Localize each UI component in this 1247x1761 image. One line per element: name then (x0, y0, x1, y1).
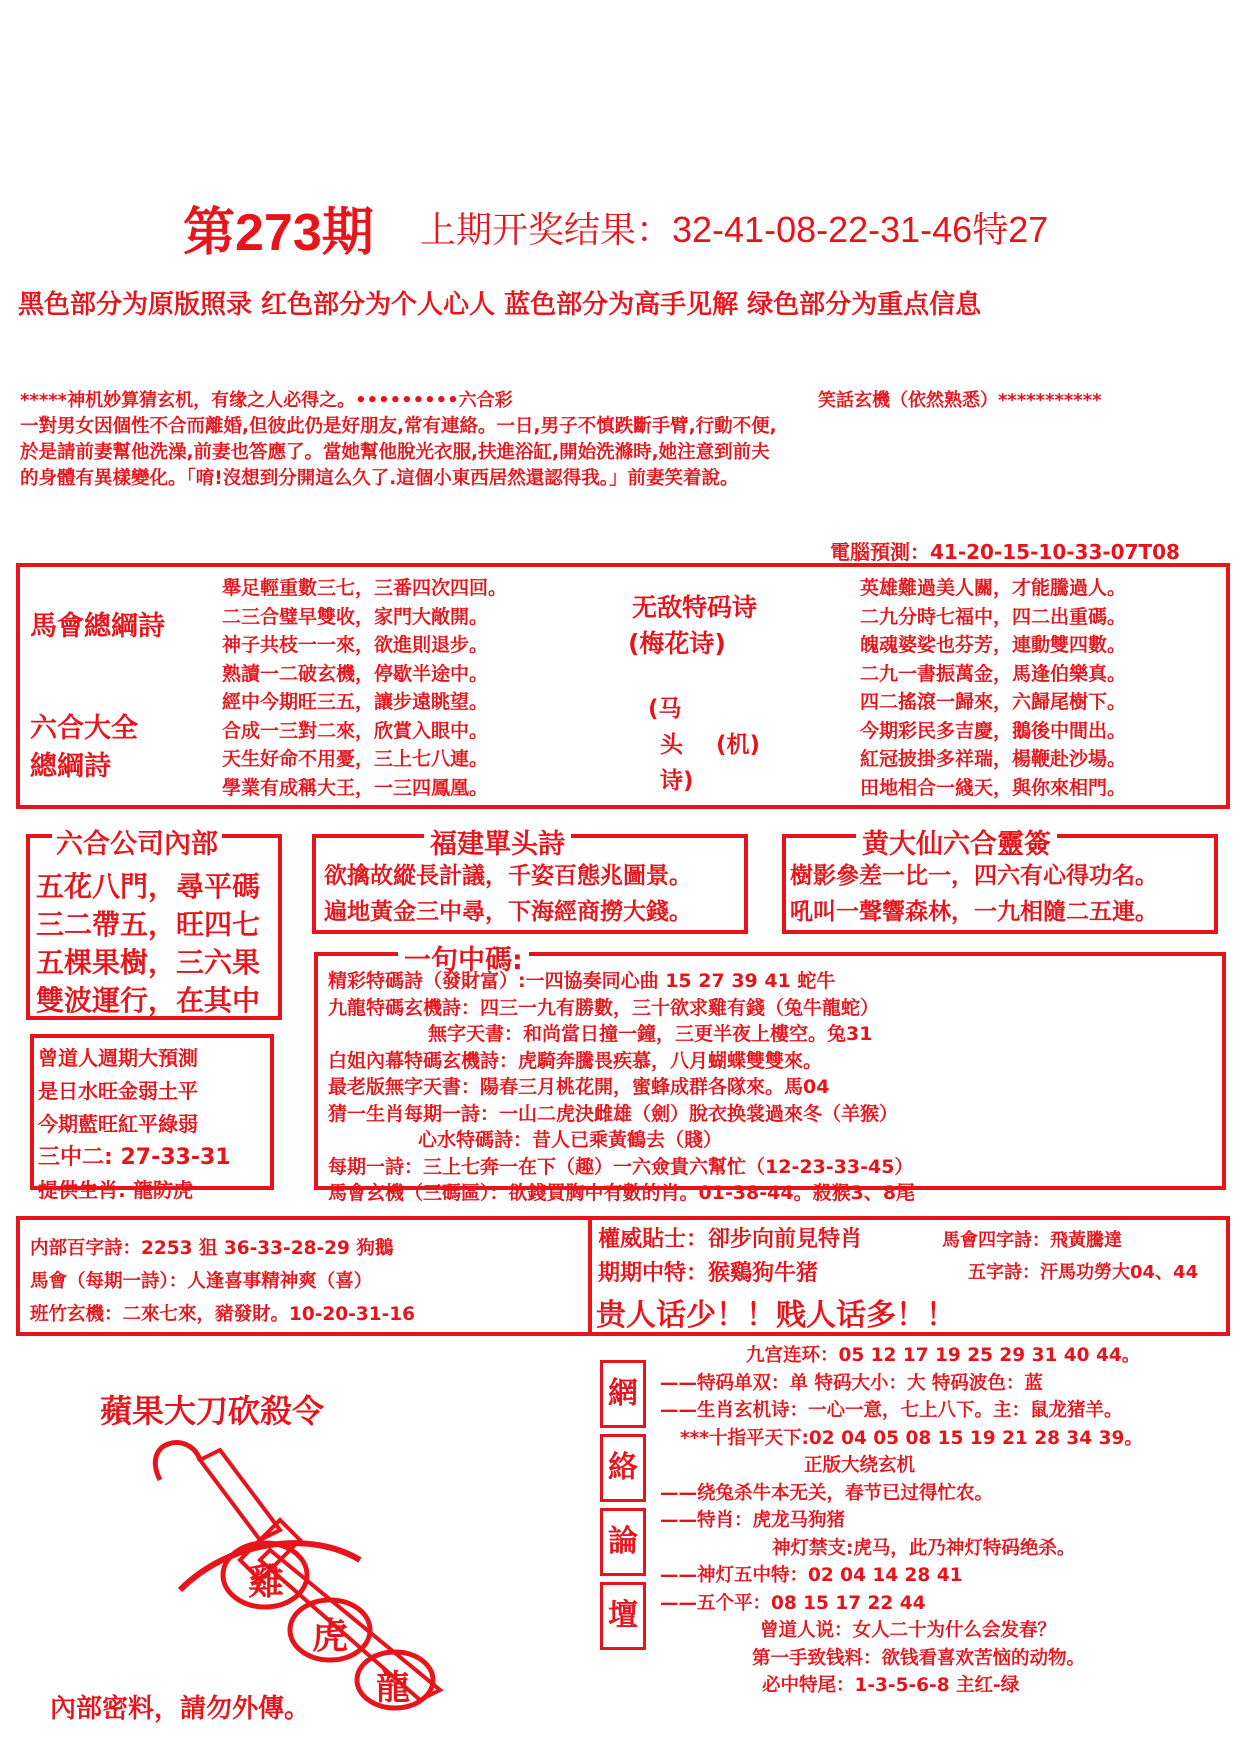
sword-blade (260, 1550, 440, 1700)
poem-line: 舉足輕重數三七，三番四次四回。 (222, 577, 508, 599)
intro-line-2: 一對男女因個性不合而離婚,但彼此仍是好朋友,常有連絡。一日,男子不慎跌斷手臂,行動不便, (20, 416, 777, 437)
yiju-line: 馬會玄機（三碼區）：欲錢買胸中有數的肖。01-38-44。殺猴3、8尾 (328, 1182, 916, 1204)
huang-line: 吼叫一聲響森林，一九相隨二五連。 (790, 899, 1158, 925)
fujian-line: 欲擒故縱長計議，千姿百態兆圖景。 (324, 863, 692, 889)
center-title-3b: 头 (660, 732, 683, 758)
general-poem (222, 574, 507, 802)
yiju-line: 精彩特碼詩（發財富）:一四協奏同心曲 15 27 39 41 蛇牛 (328, 970, 836, 992)
yiju-line: 無字天書：和尚當日撞一鐘，三更半夜上樓空。兔31 (428, 1023, 873, 1045)
inner-line: 班竹玄機：二來七來，豬發財。10-20-31-16 (30, 1304, 416, 1325)
inner-lines (30, 1232, 415, 1331)
computer-prediction: 電腦預測：41-20-15-10-33-07T08 (830, 540, 1180, 564)
company-line: 五棵果樹，三六果 (36, 946, 261, 979)
forum-line: 必中特尾：1-3-5-6-8 主红-绿 (762, 1675, 1020, 1696)
inner-line: 内部百字詩：2253 狙 36-33-28-29 狗鵝 (30, 1238, 394, 1259)
company-line: 雙波運行，在其中 (36, 984, 261, 1017)
forum-line: ——生肖玄机诗：一心一意，七上八下。主：鼠龙猪羊。 (660, 1400, 1123, 1421)
yiju-lines (328, 968, 915, 1207)
poem-line: 神子共枝一一來，欲進則退步。 (222, 634, 489, 656)
sword-hook (155, 1443, 200, 1480)
forum-line: ——绕兔杀牛本无关，春节已过得忙农。 (660, 1482, 994, 1504)
company-lines (36, 868, 260, 1020)
forum-line: ——特肖：虎龙马狗猪 (660, 1510, 846, 1531)
forum-lines (660, 1342, 1143, 1700)
zengdao-content (38, 1042, 231, 1207)
forum-line: ——特码单双：单 特码大小：大 特码波色：蓝 (660, 1372, 1043, 1394)
sword-char-1: 雞 (248, 1562, 285, 1603)
poem-line: 合成一三對二來，欣賞入眼中。 (222, 719, 489, 742)
zengdao-line: 提供生肖: 龍防虎 (38, 1178, 193, 1202)
poem-line: 學業有成稱大王，一三四鳳凰。 (222, 776, 489, 799)
poem-line: 四二搖滾一歸來，六歸尾樹下。 (860, 691, 1127, 713)
poem-line: 二九一書振萬金，馬逢伯樂真。 (860, 662, 1127, 685)
company-line: 三二帶五，旺四七 (36, 908, 261, 941)
yiju-line: 每期一詩：三上七奔一在下（趣）一六僉貴六幫忙（12-23-33-45） (328, 1155, 914, 1178)
yiju-title: 一句中碼: (398, 938, 529, 977)
intro-line-3: 於是請前妻幫他洗澡,前妻也答應了。當她幫他脫光衣服,扶進浴缸,開始洗滌時,她注意到前夫 (20, 442, 770, 463)
forum-char: 壇 (600, 1582, 646, 1650)
general-title-1: 馬會總綱詩 (30, 611, 165, 642)
forum-char: 網 (600, 1360, 646, 1428)
poem-line: 經中今期旺三五，讓步遠眺望。 (222, 691, 489, 713)
intro-line-4: 的身體有異樣變化。「唷!沒想到分開這么久了.這個小東西居然還認得我。」前妻笑着說。 (20, 468, 739, 489)
poem-line: 紅冠披掛多祥瑞，楊鞭赴沙場。 (860, 748, 1127, 770)
yiju-line: 猜一生肖每期一詩：一山二虎決雌雄（劍）脫衣换裳過來冬（羊猴） (328, 1102, 899, 1125)
poem-line: 今期彩民多吉慶，鵝後中間出。 (860, 719, 1127, 742)
yiju-line: 最老版無字天書：陽春三月桃花開，蜜蜂成群各隊來。馬04 (328, 1076, 830, 1098)
forum-line: 九宫连环：05 12 17 19 25 29 31 40 44。 (746, 1345, 1141, 1366)
forum-line: 第一手致钱料：欲钱看喜欢苦恼的动物。 (752, 1647, 1086, 1669)
forum-line: 神灯禁支:虎马，此乃神灯特码绝杀。 (772, 1537, 1076, 1559)
forum-char: 論 (600, 1508, 646, 1576)
zengdao-line: 三中二: 27-33-31 (38, 1145, 231, 1170)
fujian-lines (324, 858, 692, 930)
last-draw-result: 上期开奖结果：32-41-08-22-31-46特27 (420, 209, 1049, 250)
poem-line: 田地相合一綫天，與你來相門。 (860, 776, 1127, 799)
center-title-1: 无敌特码诗 (632, 593, 758, 622)
poem-line: 魄魂婆娑也芬芳，連動雙四數。 (860, 634, 1127, 656)
company-line: 五花八門，尋平碼 (36, 870, 261, 903)
forum-line: ——神灯五中特：02 04 14 28 41 (660, 1565, 963, 1586)
zengdao-line: 是日水旺金弱土平 (38, 1079, 198, 1103)
intro-line-1-left: *****神机妙算猜玄机，有缘之人必得之。•••••••••六合彩 (20, 390, 513, 411)
forum-char: 絡 (600, 1434, 646, 1502)
intro-line-1-right: 笑話玄機（依然熟悉）*********** (818, 390, 1102, 411)
center-title-3a: (马 (648, 696, 682, 722)
authority-four-char: 馬會四字詩：飛黃騰達 (942, 1230, 1122, 1251)
zengdao-title: 曾道人週期大預測 (38, 1046, 198, 1070)
authority-slogan: 贵人话少！！贱人话多！！ (596, 1298, 956, 1333)
fujian-line: 遍地黃金三中尋，下海經商撈大錢。 (324, 899, 692, 925)
poem-line: 二九分時七福中，四二出重碼。 (860, 605, 1127, 628)
company-title: 六合公司內部 (52, 822, 222, 861)
inner-divider (588, 1216, 592, 1336)
apple-footer: 內部密料，請勿外傳。 (50, 1694, 311, 1724)
huang-lines (790, 858, 1158, 930)
issue-number: 第273期 (183, 204, 374, 262)
forum-line: ***十指平天下:02 04 05 08 15 19 21 28 34 39。 (680, 1427, 1143, 1449)
right-poem (860, 574, 1126, 802)
sword-char-2: 虎 (312, 1616, 349, 1657)
inner-line: 馬會（每期一詩）：人逢喜事精神爽（喜） (30, 1271, 373, 1292)
center-title-2: (梅花诗) (628, 629, 726, 658)
poem-line: 英雄難過美人關，才能騰過人。 (860, 577, 1127, 599)
authority-tip: 權威貼士：卻步向前見特肖 (598, 1227, 863, 1252)
sword-char-3: 龍 (376, 1668, 410, 1708)
color-legend: 黑色部分为原版照录 红色部分为个人心人 蓝色部分为高手见解 绿色部分为重点信息 (18, 290, 982, 320)
fujian-title: 福建單头詩 (424, 822, 571, 861)
poem-line: 熟讀一二破玄機，停歇半途中。 (222, 662, 489, 685)
center-title-3d: 诗) (660, 768, 694, 794)
yiju-line: 白姐內幕特碼玄機詩：虎騎奔騰畏疾慕，八月蝴蝶雙雙來。 (328, 1049, 823, 1072)
center-title-3c: (机) (716, 732, 761, 758)
sword-handle (200, 1450, 280, 1540)
yiju-line: 九龍特碼玄機詩：四三一九有勝數，三十欲求雞有錢（兔牛龍蛇） (328, 996, 880, 1019)
yiju-line: 心水特碼詩：昔人已乘黃鶴去（賤） (418, 1129, 723, 1151)
zengdao-line: 今期藍旺紅平綠弱 (38, 1112, 198, 1136)
poem-line: 二三合璧早雙收，家門大敞開。 (222, 605, 489, 628)
huang-line: 樹影參差一比一，四六有心得功名。 (790, 863, 1158, 889)
forum-vertical-title (600, 1360, 646, 1656)
general-title-2b: 總綱詩 (30, 751, 111, 782)
poem-line: 天生好命不用憂，三上七八連。 (222, 748, 489, 770)
general-title-2a: 六合大全 (30, 713, 138, 744)
apple-title: 蘋果大刀砍殺令 (100, 1392, 325, 1430)
forum-line: 曾道人说：女人二十为什么会发春？ (760, 1620, 1057, 1641)
authority-five-char: 五字詩：汗馬功勞大04、44 (968, 1262, 1199, 1283)
forum-line: ——五个平：08 15 17 22 44 (660, 1592, 926, 1614)
huang-title: 黄大仙六合靈簽 (856, 822, 1057, 861)
authority-period: 期期中特：猴鷄狗牛猪 (598, 1261, 819, 1286)
sword-illustration (120, 1420, 490, 1720)
forum-line: 正版大绕玄机 (804, 1455, 916, 1476)
